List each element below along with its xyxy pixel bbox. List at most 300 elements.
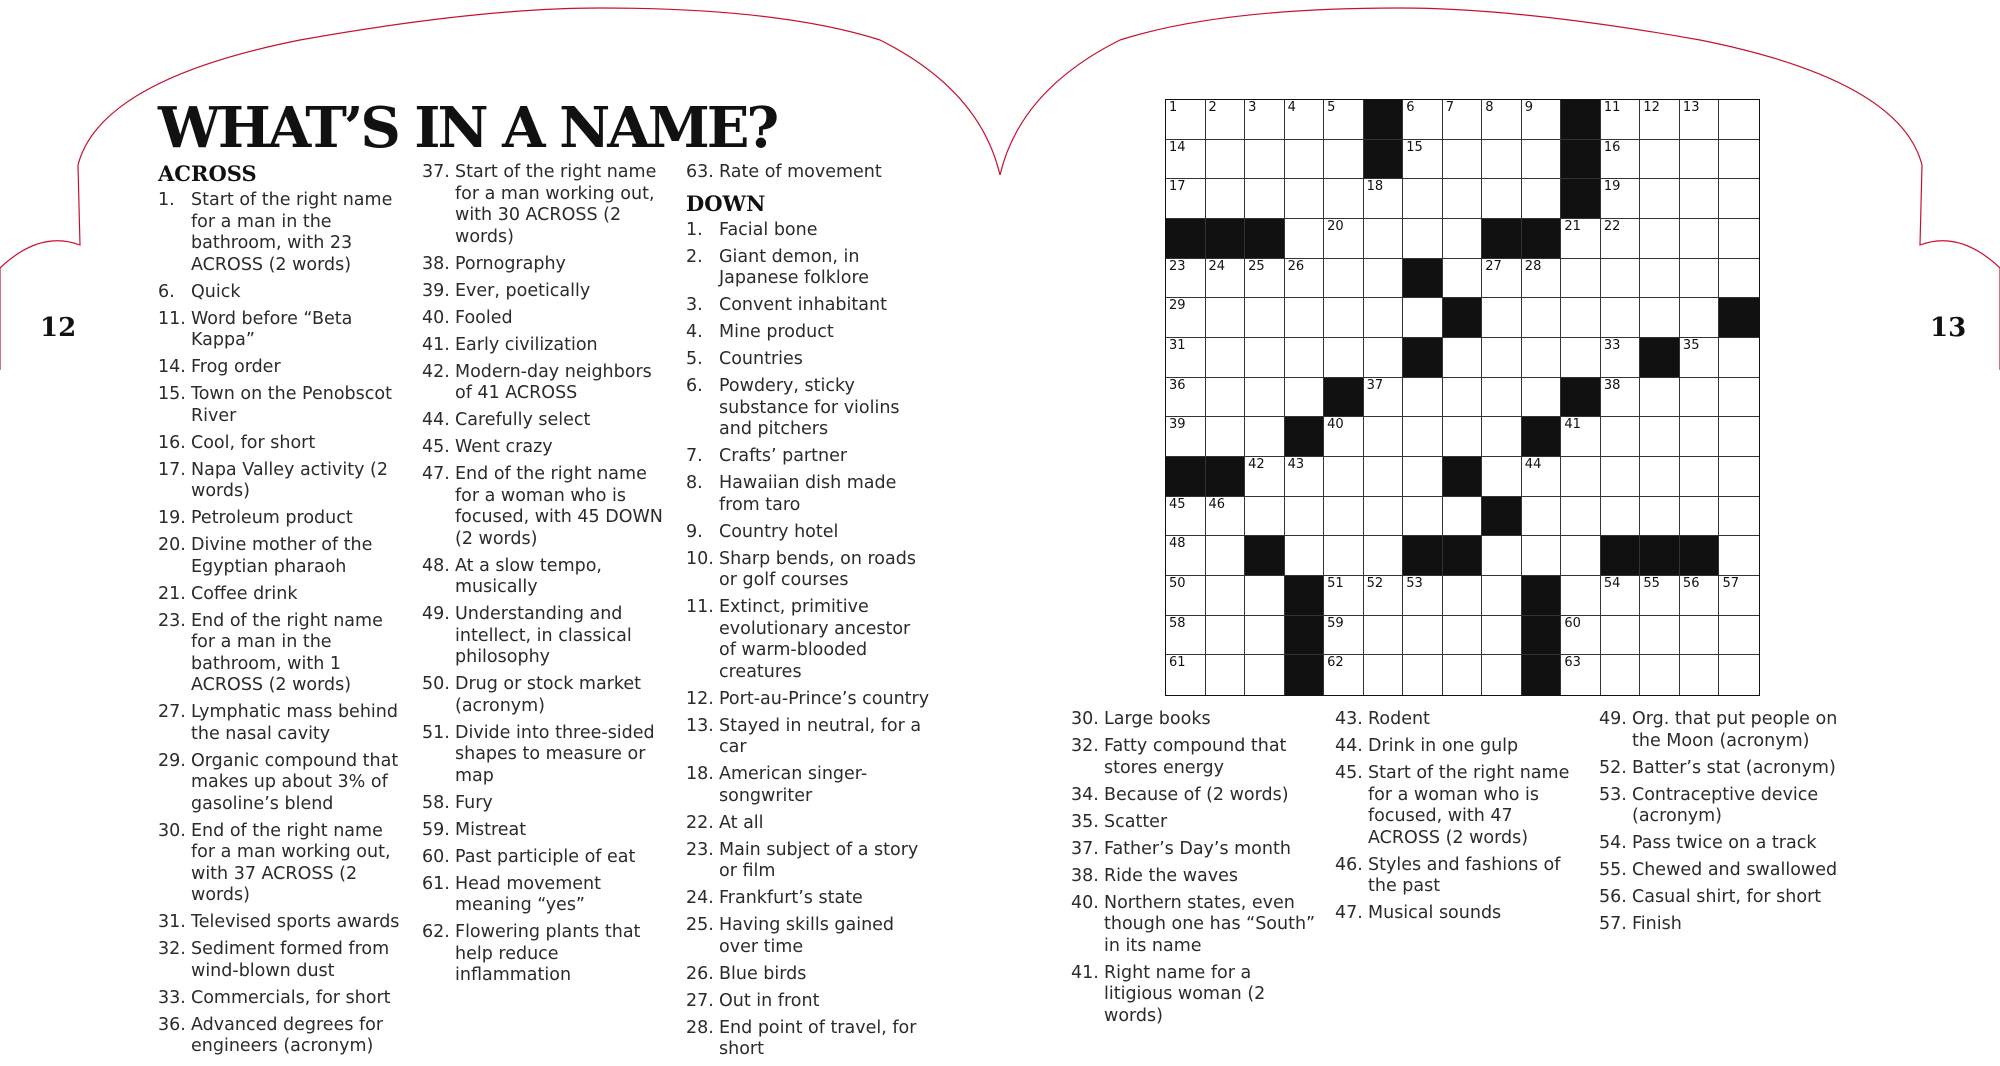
grid-block (1206, 219, 1246, 259)
grid-cell[interactable] (1324, 298, 1364, 338)
cell-number: 56 (1682, 576, 1700, 591)
clue-number: 1. (158, 190, 175, 210)
grid-cell[interactable] (1680, 576, 1720, 616)
clue-text: Start of the right name for a woman who is focused, with 47 ACROSS (2 words) (1368, 763, 1570, 848)
clue-number: 51. (422, 722, 450, 743)
grid-cell[interactable] (1601, 378, 1641, 418)
clue-number: 35. (1071, 811, 1099, 832)
grid-cell[interactable] (1245, 338, 1285, 378)
cell-number: 24 (1208, 258, 1226, 274)
grid-block (1166, 457, 1206, 497)
grid-cell[interactable] (1245, 179, 1285, 219)
cell-number: 54 (1603, 576, 1621, 591)
grid-cell[interactable] (1601, 140, 1641, 180)
grid-cell[interactable] (1640, 417, 1680, 457)
grid-cell[interactable] (1206, 179, 1246, 219)
clue-text: Organic compound that makes up about 3% of gasoline’s blend (191, 750, 399, 814)
grid-cell[interactable] (1443, 616, 1483, 656)
grid-cell[interactable] (1364, 655, 1404, 695)
grid-cell[interactable] (1206, 497, 1246, 537)
grid-cell[interactable] (1601, 100, 1641, 140)
grid-cell[interactable] (1719, 655, 1759, 695)
clue-number: 11. (686, 597, 714, 617)
grid-cell[interactable] (1601, 655, 1641, 695)
grid-cell[interactable] (1640, 378, 1680, 418)
cell-number: 23 (1169, 258, 1186, 274)
grid-block (1522, 616, 1562, 656)
grid-cell[interactable] (1166, 576, 1206, 616)
grid-cell[interactable] (1482, 576, 1522, 616)
grid-cell[interactable] (1601, 179, 1641, 219)
down-clue (1335, 709, 1585, 731)
grid-cell[interactable] (1403, 576, 1443, 616)
grid-cell[interactable] (1561, 298, 1601, 338)
grid-cell[interactable] (1482, 536, 1522, 576)
grid-cell[interactable] (1640, 655, 1680, 695)
clue-text: Divide into three-sided shapes to measure or map (455, 722, 655, 786)
grid-cell[interactable] (1324, 576, 1364, 616)
down-clue (1599, 833, 1849, 855)
puzzle-title: WHAT’S IN A NAME? (158, 95, 777, 161)
grid-cell[interactable] (1403, 298, 1443, 338)
grid-cell[interactable] (1285, 457, 1325, 497)
clue-number: 43. (1335, 709, 1363, 729)
grid-cell[interactable] (1403, 140, 1443, 180)
grid-cell[interactable] (1324, 140, 1364, 180)
grid-cell[interactable] (1206, 140, 1246, 180)
grid-cell[interactable] (1443, 219, 1483, 259)
grid-cell[interactable] (1245, 576, 1285, 616)
clue-number: 52. (1599, 757, 1627, 778)
grid-cell[interactable] (1680, 219, 1720, 259)
grid-cell[interactable] (1443, 378, 1483, 418)
clue-text: Crafts’ partner (719, 446, 848, 466)
grid-cell[interactable] (1719, 616, 1759, 656)
grid-block (1601, 536, 1641, 576)
clue-text: Start of the right name for a man in the bathroom, with 23 ACROSS (2 words) (191, 190, 393, 275)
clue-number: 3. (686, 295, 703, 315)
down-clue (686, 322, 931, 344)
clue-number: 40. (1071, 892, 1099, 913)
grid-cell[interactable] (1324, 536, 1364, 576)
grid-cell[interactable] (1561, 259, 1601, 299)
grid-cell[interactable] (1403, 497, 1443, 537)
grid-cell[interactable] (1522, 497, 1562, 537)
grid-cell[interactable] (1482, 457, 1522, 497)
cell-number: 32 (1406, 338, 1423, 353)
grid-cell[interactable] (1206, 417, 1246, 457)
grid-cell[interactable] (1561, 655, 1601, 695)
grid-cell[interactable] (1403, 417, 1443, 457)
across-clue (158, 702, 403, 745)
clue-number: 61. (422, 873, 450, 894)
grid-cell[interactable] (1364, 497, 1404, 537)
clue-number: 16. (158, 432, 186, 453)
grid-cell[interactable] (1245, 616, 1285, 656)
clue-number: 63. (686, 162, 714, 182)
grid-cell[interactable] (1166, 417, 1206, 457)
grid-cell[interactable] (1285, 219, 1325, 259)
grid-cell[interactable] (1680, 378, 1720, 418)
grid-cell[interactable] (1364, 378, 1404, 418)
grid-cell[interactable] (1719, 536, 1759, 576)
grid-cell[interactable] (1680, 140, 1720, 180)
grid-cell[interactable] (1324, 259, 1364, 299)
grid-cell[interactable] (1443, 338, 1483, 378)
grid-cell[interactable] (1324, 655, 1364, 695)
cell-number: 14 (1169, 139, 1186, 155)
grid-cell[interactable] (1640, 140, 1680, 180)
grid-cell[interactable] (1206, 616, 1246, 656)
grid-cell[interactable] (1522, 298, 1562, 338)
grid-cell[interactable] (1206, 536, 1246, 576)
grid-cell[interactable] (1561, 457, 1601, 497)
clue-text: Batter’s stat (acronym) (1632, 757, 1836, 778)
grid-cell[interactable] (1680, 655, 1720, 695)
grid-cell[interactable] (1403, 457, 1443, 497)
grid-cell[interactable] (1482, 179, 1522, 219)
grid-cell[interactable] (1719, 417, 1759, 457)
down-clue (686, 473, 931, 516)
across-clue (422, 922, 667, 987)
grid-cell[interactable] (1364, 616, 1404, 656)
grid-cell[interactable] (1640, 616, 1680, 656)
grid-cell[interactable] (1640, 259, 1680, 299)
clue-number: 28. (686, 1017, 714, 1038)
grid-cell[interactable] (1324, 457, 1364, 497)
grid-cell[interactable] (1364, 298, 1404, 338)
grid-cell[interactable] (1166, 179, 1206, 219)
grid-cell[interactable] (1285, 140, 1325, 180)
cell-number: 40 (1327, 417, 1344, 433)
grid-cell[interactable] (1640, 298, 1680, 338)
down-clue (686, 689, 931, 711)
grid-cell[interactable] (1166, 655, 1206, 695)
grid-cell[interactable] (1245, 457, 1285, 497)
crossword-grid (1165, 99, 1760, 696)
grid-cell[interactable] (1245, 100, 1285, 140)
clue-number: 25. (686, 915, 714, 935)
grid-cell[interactable] (1680, 100, 1720, 140)
cell-number: 45 (1169, 496, 1186, 512)
grid-cell[interactable] (1285, 536, 1325, 576)
clue-text: Understanding and intellect, in classical philosophy (455, 604, 632, 667)
grid-cell[interactable] (1601, 417, 1641, 457)
grid-cell[interactable] (1719, 259, 1759, 299)
grid-cell[interactable] (1245, 655, 1285, 695)
clue-number: 39. (422, 280, 450, 301)
grid-cell[interactable] (1324, 338, 1364, 378)
grid-block (1443, 536, 1483, 576)
grid-cell[interactable] (1443, 497, 1483, 537)
grid-cell[interactable] (1206, 378, 1246, 418)
grid-cell[interactable] (1522, 378, 1562, 418)
cell-number: 28 (1524, 258, 1542, 274)
grid-cell[interactable] (1245, 140, 1285, 180)
clue-number: 18. (686, 764, 714, 784)
across-clue (422, 437, 667, 459)
clue-number: 8. (686, 473, 703, 493)
cell-number: 25 (1248, 258, 1265, 274)
grid-block (1285, 616, 1325, 656)
clue-text: Coffee drink (191, 583, 298, 604)
grid-cell[interactable] (1601, 219, 1641, 259)
grid-cell[interactable] (1245, 497, 1285, 537)
grid-cell[interactable] (1601, 616, 1641, 656)
cell-number: 50 (1169, 576, 1186, 591)
grid-block (1285, 576, 1325, 616)
grid-cell[interactable] (1719, 338, 1759, 378)
cell-number: 48 (1169, 536, 1186, 552)
clue-number: 44. (422, 410, 450, 430)
grid-cell[interactable] (1364, 536, 1404, 576)
clue-number: 37. (422, 162, 450, 182)
grid-cell[interactable] (1601, 457, 1641, 497)
grid-cell[interactable] (1206, 576, 1246, 616)
clue-text: Because of (2 words) (1104, 784, 1289, 805)
grid-cell[interactable] (1364, 338, 1404, 378)
grid-cell[interactable] (1245, 378, 1285, 418)
clue-text: Mine product (719, 322, 834, 342)
clue-number: 40. (422, 307, 450, 328)
cell-number: 8 (1485, 100, 1494, 115)
left-page-number: 12 (40, 313, 77, 343)
grid-cell[interactable] (1601, 338, 1641, 378)
clue-text: Rodent (1368, 709, 1430, 729)
grid-cell[interactable] (1601, 497, 1641, 537)
clue-text: Scatter (1104, 811, 1168, 832)
grid-cell[interactable] (1640, 219, 1680, 259)
grid-cell[interactable] (1561, 616, 1601, 656)
cell-number: 9 (1524, 100, 1534, 115)
clue-text: Port-au-Prince’s country (719, 688, 930, 709)
grid-cell[interactable] (1364, 417, 1404, 457)
grid-cell[interactable] (1285, 100, 1325, 140)
grid-cell[interactable] (1601, 298, 1641, 338)
grid-block (1680, 536, 1720, 576)
grid-cell[interactable] (1206, 100, 1246, 140)
clue-text: Cool, for short (191, 432, 316, 453)
grid-cell[interactable] (1403, 100, 1443, 140)
grid-cell[interactable] (1640, 100, 1680, 140)
clue-number: 20. (158, 535, 186, 555)
grid-block (1561, 100, 1601, 140)
grid-cell[interactable] (1561, 497, 1601, 537)
grid-cell[interactable] (1719, 378, 1759, 418)
grid-cell[interactable] (1522, 100, 1562, 140)
grid-cell[interactable] (1324, 100, 1364, 140)
grid-cell[interactable] (1680, 616, 1720, 656)
grid-cell[interactable] (1601, 576, 1641, 616)
clue-number: 56. (1599, 887, 1627, 907)
grid-cell[interactable] (1482, 378, 1522, 418)
grid-cell[interactable] (1443, 140, 1483, 180)
cell-number: 43 (1287, 457, 1305, 472)
grid-block (1403, 536, 1443, 576)
down-clue (686, 295, 931, 317)
clue-number: 26. (686, 963, 714, 984)
clue-text: Televised sports awards (191, 912, 400, 932)
grid-cell[interactable] (1561, 576, 1601, 616)
grid-cell[interactable] (1403, 219, 1443, 259)
grid-cell[interactable] (1482, 140, 1522, 180)
grid-cell[interactable] (1364, 259, 1404, 299)
clue-text: End point of travel, for short (719, 1017, 917, 1059)
grid-cell[interactable] (1561, 417, 1601, 457)
grid-cell[interactable] (1443, 179, 1483, 219)
grid-cell[interactable] (1601, 259, 1641, 299)
grid-cell[interactable] (1166, 378, 1206, 418)
grid-cell[interactable] (1561, 338, 1601, 378)
grid-cell[interactable] (1640, 497, 1680, 537)
clue-text: Rate of movement (719, 162, 882, 182)
grid-cell[interactable] (1443, 259, 1483, 299)
grid-cell[interactable] (1285, 378, 1325, 418)
across-clue (158, 384, 403, 427)
grid-cell[interactable] (1482, 259, 1522, 299)
grid-cell[interactable] (1561, 219, 1601, 259)
grid-cell[interactable] (1166, 100, 1206, 140)
grid-cell[interactable] (1719, 100, 1759, 140)
grid-cell[interactable] (1166, 140, 1206, 180)
across-clue (422, 281, 667, 303)
grid-cell[interactable] (1482, 616, 1522, 656)
clue-text: Powdery, sticky substance for violins and pitchers (719, 376, 900, 439)
clue-text: Drink in one gulp (1368, 736, 1519, 756)
grid-cell[interactable] (1680, 457, 1720, 497)
grid-cell[interactable] (1719, 179, 1759, 219)
clue-number: 48. (422, 555, 450, 576)
grid-cell[interactable] (1324, 417, 1364, 457)
grid-cell[interactable] (1364, 179, 1404, 219)
clue-number: 17. (158, 459, 186, 480)
grid-cell[interactable] (1324, 497, 1364, 537)
clue-text: Early civilization (455, 334, 598, 355)
grid-cell[interactable] (1285, 259, 1325, 299)
grid-cell[interactable] (1561, 536, 1601, 576)
grid-cell[interactable] (1522, 457, 1562, 497)
grid-cell[interactable] (1522, 140, 1562, 180)
grid-cell[interactable] (1482, 417, 1522, 457)
grid-cell[interactable] (1364, 457, 1404, 497)
clue-text: Drug or stock market (acronym) (455, 674, 642, 716)
grid-cell[interactable] (1324, 219, 1364, 259)
grid-cell[interactable] (1640, 179, 1680, 219)
grid-cell[interactable] (1719, 140, 1759, 180)
grid-cell[interactable] (1680, 497, 1720, 537)
cell-number: 55 (1643, 576, 1660, 591)
grid-cell[interactable] (1166, 536, 1206, 576)
clue-text: Countries (719, 349, 803, 369)
grid-cell[interactable] (1482, 655, 1522, 695)
grid-cell[interactable] (1482, 100, 1522, 140)
grid-cell[interactable] (1166, 497, 1206, 537)
grid-cell[interactable] (1245, 298, 1285, 338)
grid-cell[interactable] (1719, 576, 1759, 616)
grid-cell[interactable] (1443, 417, 1483, 457)
clue-number: 22. (686, 812, 714, 833)
grid-cell[interactable] (1166, 298, 1206, 338)
grid-cell[interactable] (1206, 338, 1246, 378)
grid-cell[interactable] (1640, 457, 1680, 497)
clue-number: 6. (158, 281, 175, 302)
grid-cell[interactable] (1640, 576, 1680, 616)
across-clue (422, 362, 667, 405)
grid-cell[interactable] (1285, 298, 1325, 338)
grid-cell[interactable] (1482, 298, 1522, 338)
clue-text: End of the right name for a man in the bathroom, with 1 ACROSS (2 words) (191, 610, 383, 695)
cell-number: 62 (1327, 655, 1344, 671)
grid-cell[interactable] (1206, 655, 1246, 695)
grid-cell[interactable] (1245, 417, 1285, 457)
grid-cell[interactable] (1285, 179, 1325, 219)
clue-text: Quick (191, 281, 241, 302)
grid-cell[interactable] (1680, 179, 1720, 219)
across-clue (158, 309, 403, 352)
grid-cell[interactable] (1206, 298, 1246, 338)
grid-cell[interactable] (1364, 219, 1404, 259)
grid-cell[interactable] (1680, 298, 1720, 338)
grid-cell[interactable] (1522, 179, 1562, 219)
grid-block (1443, 298, 1483, 338)
down-clue (1071, 963, 1321, 1028)
cell-number: 60 (1564, 615, 1581, 631)
grid-block (1285, 655, 1325, 695)
cell-number: 51 (1327, 576, 1344, 591)
grid-cell[interactable] (1522, 536, 1562, 576)
clue-text: Head movement meaning “yes” (455, 873, 601, 915)
grid-cell[interactable] (1443, 576, 1483, 616)
grid-cell[interactable] (1680, 259, 1720, 299)
grid-cell[interactable] (1403, 378, 1443, 418)
grid-cell[interactable] (1364, 576, 1404, 616)
grid-cell[interactable] (1403, 616, 1443, 656)
grid-cell[interactable] (1245, 259, 1285, 299)
clue-number: 41. (1071, 962, 1099, 983)
grid-cell[interactable] (1522, 259, 1562, 299)
grid-cell[interactable] (1482, 338, 1522, 378)
grid-cell[interactable] (1403, 655, 1443, 695)
grid-cell[interactable] (1166, 259, 1206, 299)
cell-number: 36 (1169, 377, 1186, 393)
down-heading: DOWN (686, 190, 766, 216)
clue-text: Contraceptive device (acronym) (1632, 784, 1819, 826)
cell-number: 33 (1603, 338, 1621, 353)
grid-cell[interactable] (1719, 497, 1759, 537)
grid-cell[interactable] (1719, 219, 1759, 259)
grid-cell[interactable] (1443, 655, 1483, 695)
grid-cell[interactable] (1206, 259, 1246, 299)
grid-cell[interactable] (1285, 338, 1325, 378)
across-clue (422, 556, 667, 599)
clue-number: 59. (422, 819, 450, 840)
grid-cell[interactable] (1680, 338, 1720, 378)
clue-number: 38. (422, 253, 450, 274)
grid-cell[interactable] (1680, 417, 1720, 457)
grid-cell[interactable] (1403, 179, 1443, 219)
grid-cell[interactable] (1443, 100, 1483, 140)
grid-cell[interactable] (1324, 179, 1364, 219)
clue-number: 37. (1071, 838, 1099, 859)
grid-cell[interactable] (1166, 338, 1206, 378)
grid-cell[interactable] (1719, 457, 1759, 497)
grid-cell[interactable] (1285, 497, 1325, 537)
grid-cell[interactable] (1166, 616, 1206, 656)
clue-number: 41. (422, 334, 450, 355)
across-clue (158, 912, 403, 934)
grid-cell[interactable] (1522, 338, 1562, 378)
grid-cell[interactable] (1324, 616, 1364, 656)
